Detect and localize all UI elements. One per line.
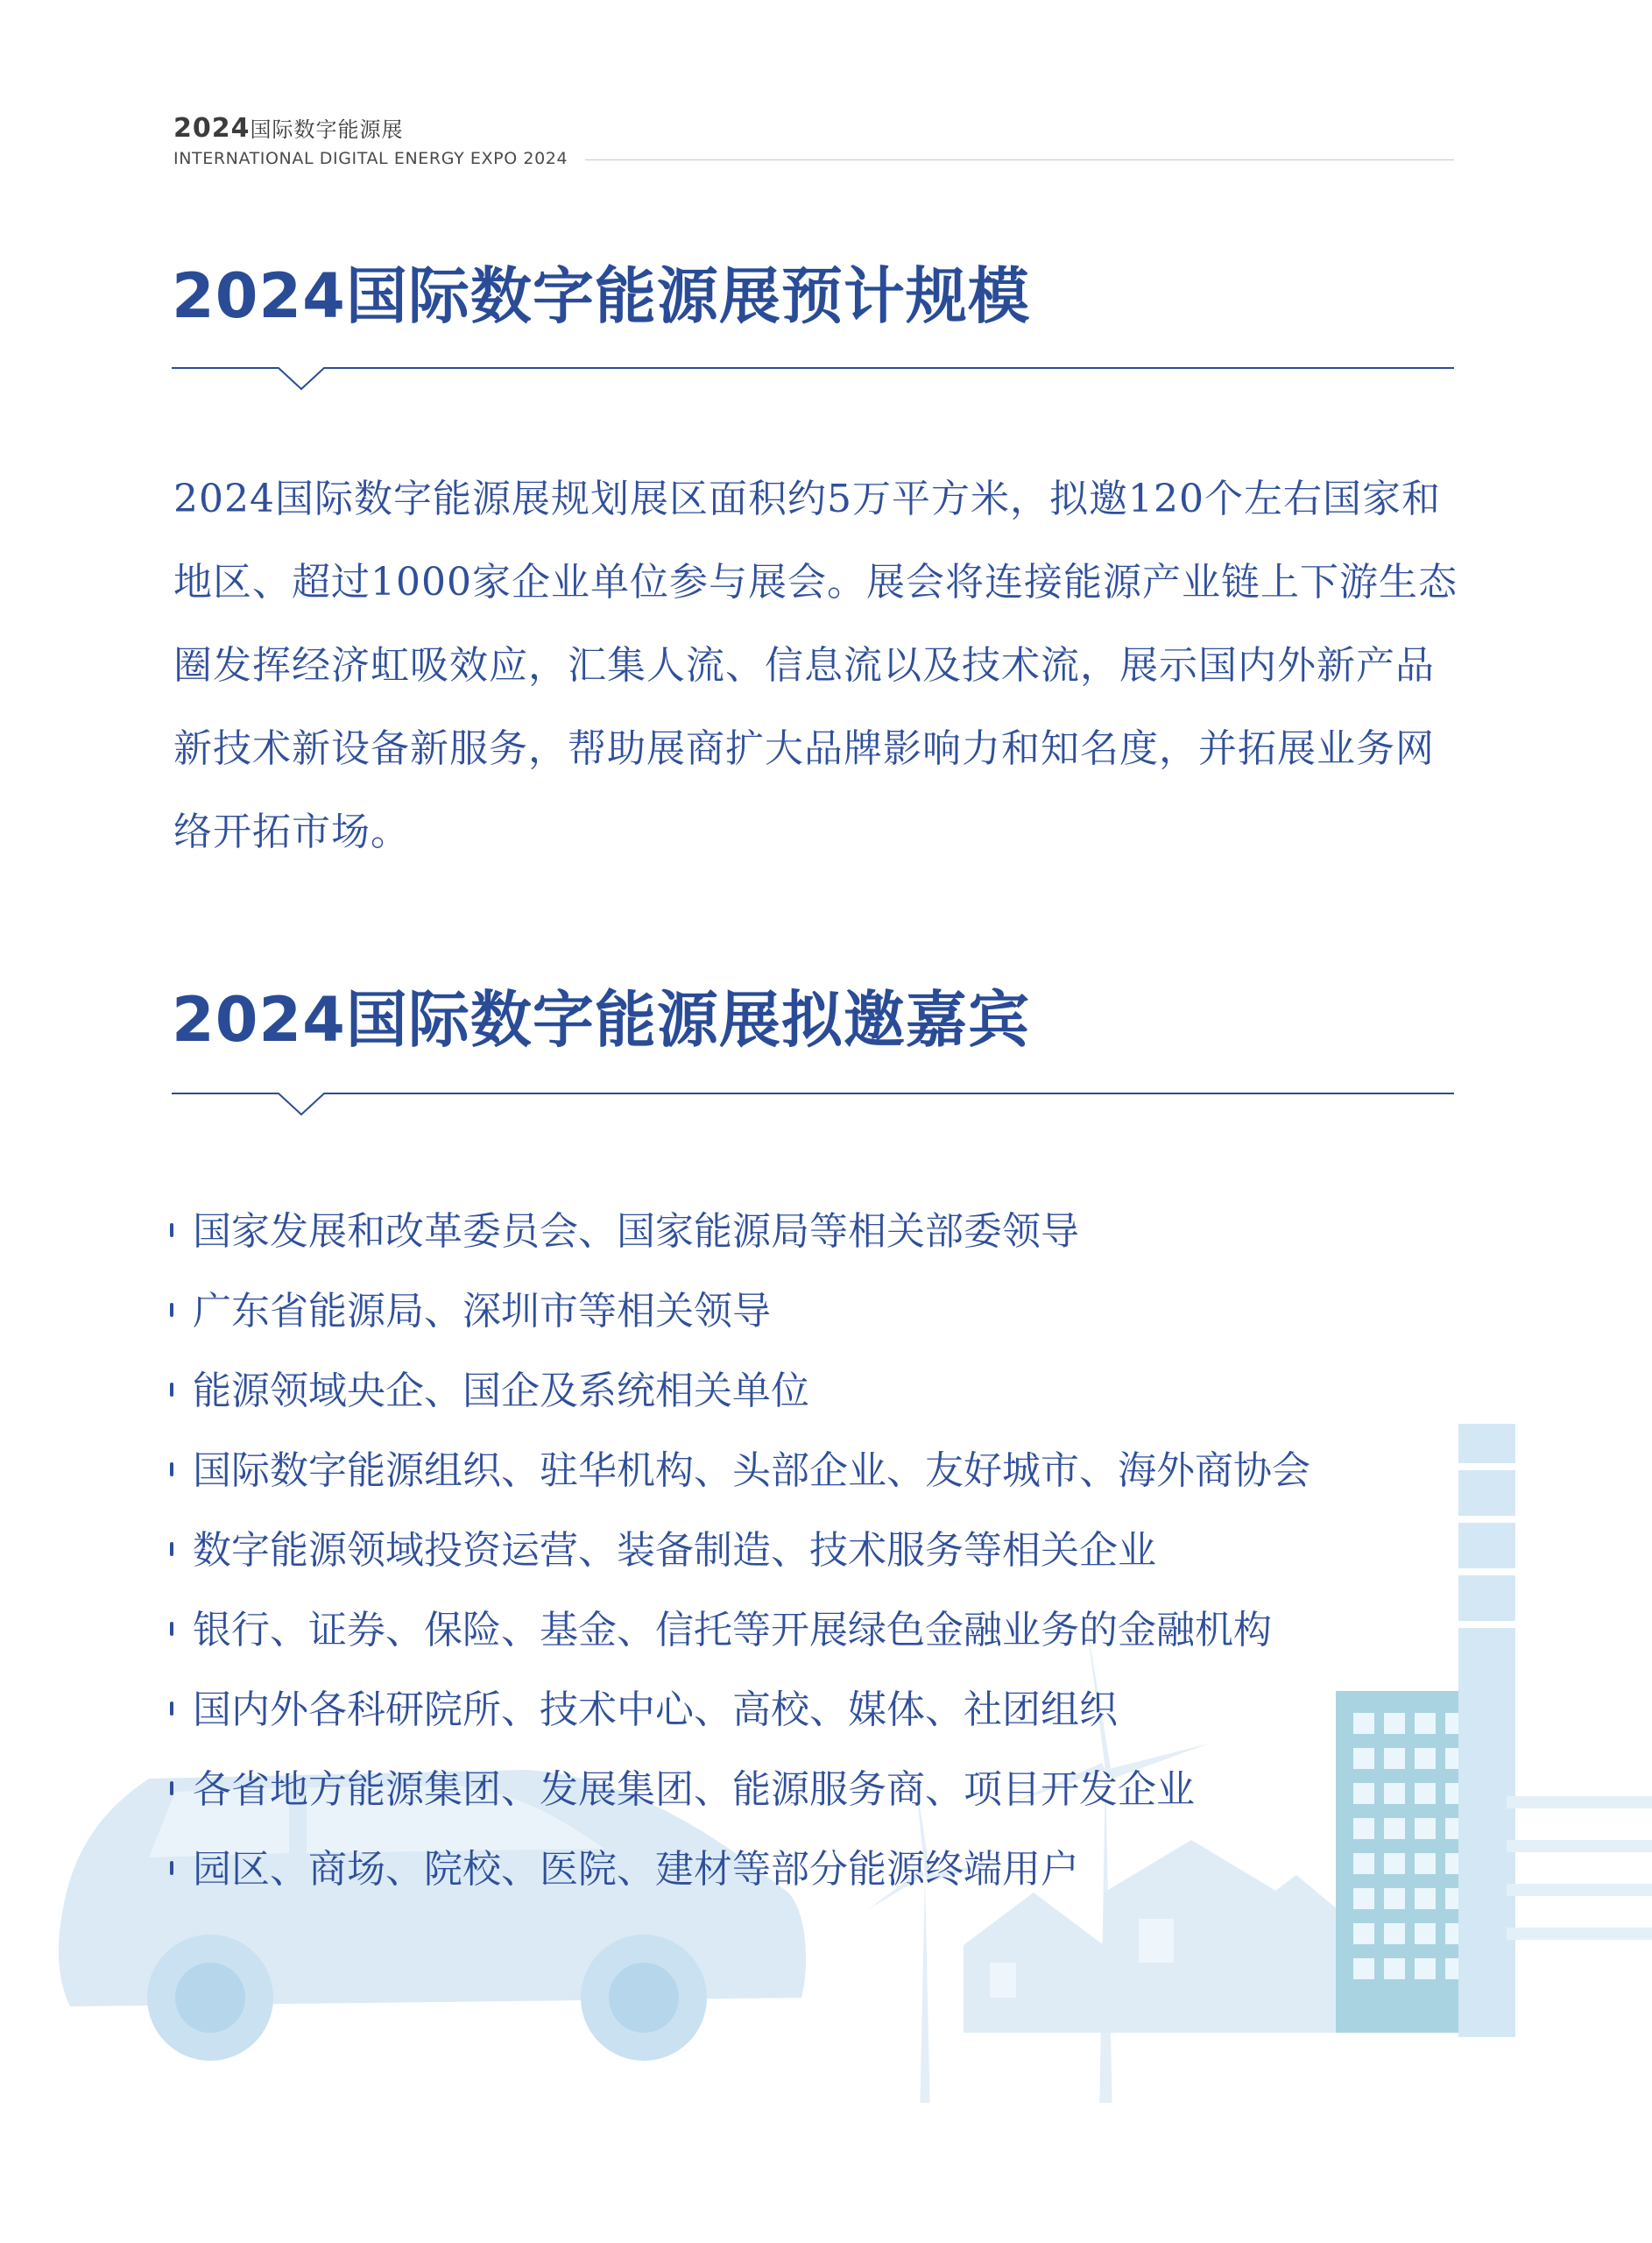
list-item: [166, 1590, 1310, 1670]
list-item: [166, 1670, 1310, 1750]
bullet-mark: [170, 1622, 173, 1636]
list-item: [166, 1351, 1310, 1431]
list-item: [166, 1829, 1310, 1909]
guest-item-text: 国家发展和改革委员会、国家能源局等相关部委领导: [193, 1209, 1079, 1254]
guest-item-text: 国内外各科研院所、技术中心、高校、媒体、社团组织: [193, 1688, 1118, 1732]
list-item: [166, 1431, 1310, 1511]
scale-title-divider: [172, 356, 1454, 391]
scale-section-title: 2024国际数字能源展预计规模: [172, 260, 1030, 332]
bullet-mark: [170, 1542, 173, 1556]
bullet-mark: [170, 1861, 173, 1875]
header-brand: [173, 112, 404, 144]
guest-item-text: 广东省能源局、深圳市等相关领导: [193, 1289, 771, 1334]
header-year: 2024: [173, 113, 251, 144]
guest-item-text: 数字能源领域投资运营、装备制造、技术服务等相关企业: [193, 1528, 1156, 1573]
list-item: [166, 1511, 1310, 1590]
tower-illustration: [1458, 1424, 1652, 2037]
guest-item-text: 国际数字能源组织、驻华机构、头部企业、友好城市、海外商协会: [193, 1448, 1310, 1493]
bullet-mark: [170, 1781, 173, 1795]
bullet-mark: [170, 1383, 173, 1397]
list-item: [166, 1750, 1310, 1829]
guest-item-text: 银行、证券、保险、基金、信托等开展绿色金融业务的金融机构: [193, 1608, 1272, 1652]
guest-item-text: 能源领域央企、国企及系统相关单位: [193, 1369, 809, 1413]
bullet-mark: [170, 1462, 173, 1476]
bullet-mark: [170, 1303, 173, 1317]
header-title-cn: 国际数字能源展: [250, 117, 404, 142]
guests-title-divider: [172, 1081, 1454, 1116]
header-divider: [585, 159, 1454, 160]
header-title-en: INTERNATIONAL DIGITAL ENERGY EXPO 2024: [173, 149, 568, 168]
scale-paragraph: 2024国际数字能源展规划展区面积约5万平方米，拟邀120个左右国家和地区、超过1000家企业单位参与展会。展会将连接能源产业链上下游生态圈发挥经济虹吸效应，汇集人流、信息流以及技术流，展示国内外新产品新技术新设备新服务，帮助展商扩大品牌影响力和知名度，并拓展业务网络开拓市场。: [173, 477, 1458, 854]
list-item: [166, 1192, 1310, 1271]
guest-item-text: 各省地方能源集团、发展集团、能源服务商、项目开发企业: [193, 1767, 1195, 1812]
guest-item-text: 园区、商场、院校、医院、建材等部分能源终端用户: [193, 1847, 1079, 1892]
bullet-mark: [170, 1223, 173, 1237]
list-item: [166, 1271, 1310, 1351]
guests-section-title: 2024国际数字能源展拟邀嘉宾: [172, 984, 1030, 1056]
bullet-mark: [170, 1702, 173, 1716]
guest-list: [166, 1192, 1310, 1909]
